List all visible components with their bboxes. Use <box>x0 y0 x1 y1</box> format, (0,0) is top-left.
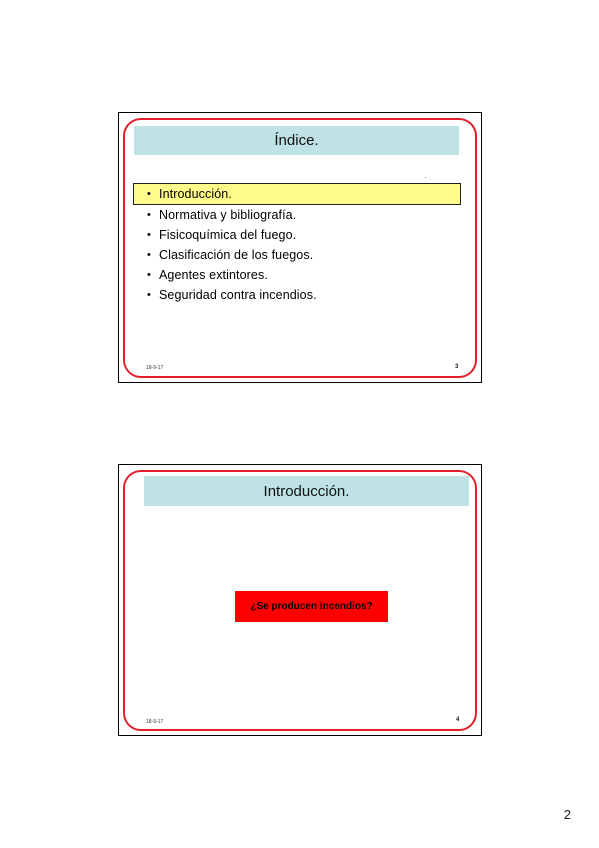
page-number: 2 <box>563 807 571 822</box>
list-item-label: Clasificación de los fuegos. <box>159 248 314 262</box>
slide-title-text: Introducción. <box>263 482 350 500</box>
index-list <box>137 183 461 305</box>
list-item-highlighted <box>133 183 461 205</box>
bullet-icon: • <box>147 188 151 200</box>
list-item <box>137 245 461 265</box>
slide-footer-date: 18-9-17 <box>146 719 164 725</box>
callout-text: ¿Se producen incendios? <box>250 601 373 612</box>
slide-number: 3 <box>455 364 459 370</box>
bullet-icon: • <box>147 269 151 281</box>
callout-box <box>235 591 388 622</box>
slide-footer-date: 18-9-17 <box>146 365 164 371</box>
slide-4 <box>118 464 482 736</box>
bullet-icon: • <box>147 249 151 261</box>
slide-3 <box>118 112 482 383</box>
decorative-mark <box>425 177 426 178</box>
slide-title-text: Índice. <box>274 132 319 149</box>
list-item-label: Seguridad contra incendios. <box>159 288 317 302</box>
list-item <box>137 265 461 285</box>
list-item <box>137 225 461 245</box>
list-item-label: Introducción. <box>159 187 232 201</box>
list-item <box>137 285 461 305</box>
list-item <box>137 205 461 225</box>
bullet-icon: • <box>147 209 151 221</box>
slide-title <box>144 476 469 506</box>
slide-number: 4 <box>456 717 460 723</box>
bullet-icon: • <box>147 229 151 241</box>
list-item-label: Normativa y bibliografía. <box>159 208 297 222</box>
list-item-label: Agentes extintores. <box>159 268 268 282</box>
slide-title <box>134 126 459 155</box>
list-item-label: Fisicoquímica del fuego. <box>159 228 297 242</box>
bullet-icon: • <box>147 289 151 301</box>
